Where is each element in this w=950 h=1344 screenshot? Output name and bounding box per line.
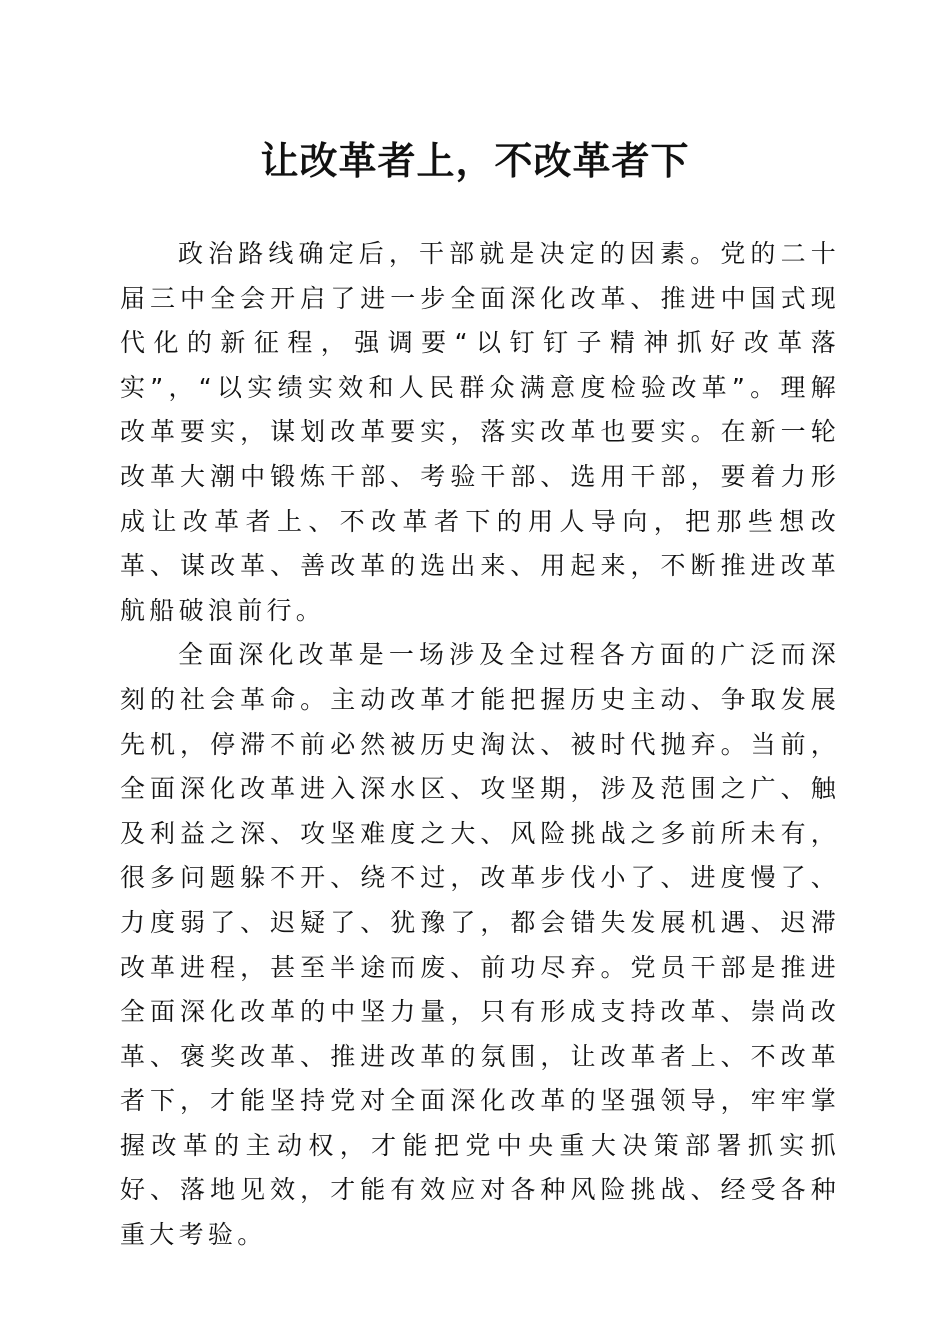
- paragraph-1: 政治路线确定后，干部就是决定的因素。党的二十届三中全会开启了进一步全面深化改革、推进中国式现代化的新征程，强调要“以钉钉子精神抓好改革落实”，“以实绩实效和人民群众满意度检验改革”。理解改革要实，谋划改革要实，落实改革也要实。在新一轮改革大潮中锻炼干部、考验干部、选用干部，要着力形成让改革者上、不改革者下的用人导向，把那些想改革、谋改革、善改革的选出来、用起来，不断推进改革航船破浪前行。: [120, 239, 840, 625]
- document-body: [120, 232, 840, 1258]
- document-title: 让改革者上，不改革者下: [260, 138, 690, 183]
- paragraph-2: 全面深化改革是一场涉及全过程各方面的广泛而深刻的社会革命。主动改革才能把握历史主动、争取发展先机，停滞不前必然被历史淘汰、被时代抛弃。当前，全面深化改革进入深水区、攻坚期，涉及范围之广、触及利益之深、攻坚难度之大、风险挑战之多前所未有，很多问题躲不开、绕不过，改革步伐小了、进度慢了、力度弱了、迟疑了、犹豫了，都会错失发展机遇、迟滞改革进程，甚至半途而废、前功尽弃。党员干部是推进全面深化改革的中坚力量，只有形成支持改革、崇尚改革、褒奖改革、推进改革的氛围，让改革者上、不改革者下，才能坚持党对全面深化改革的坚强领导，牢牢掌握改革的主动权，才能把党中央重大决策部署抓实抓好、落地见效，才能有效应对各种风险挑战、经受各种重大考验。: [120, 640, 840, 1250]
